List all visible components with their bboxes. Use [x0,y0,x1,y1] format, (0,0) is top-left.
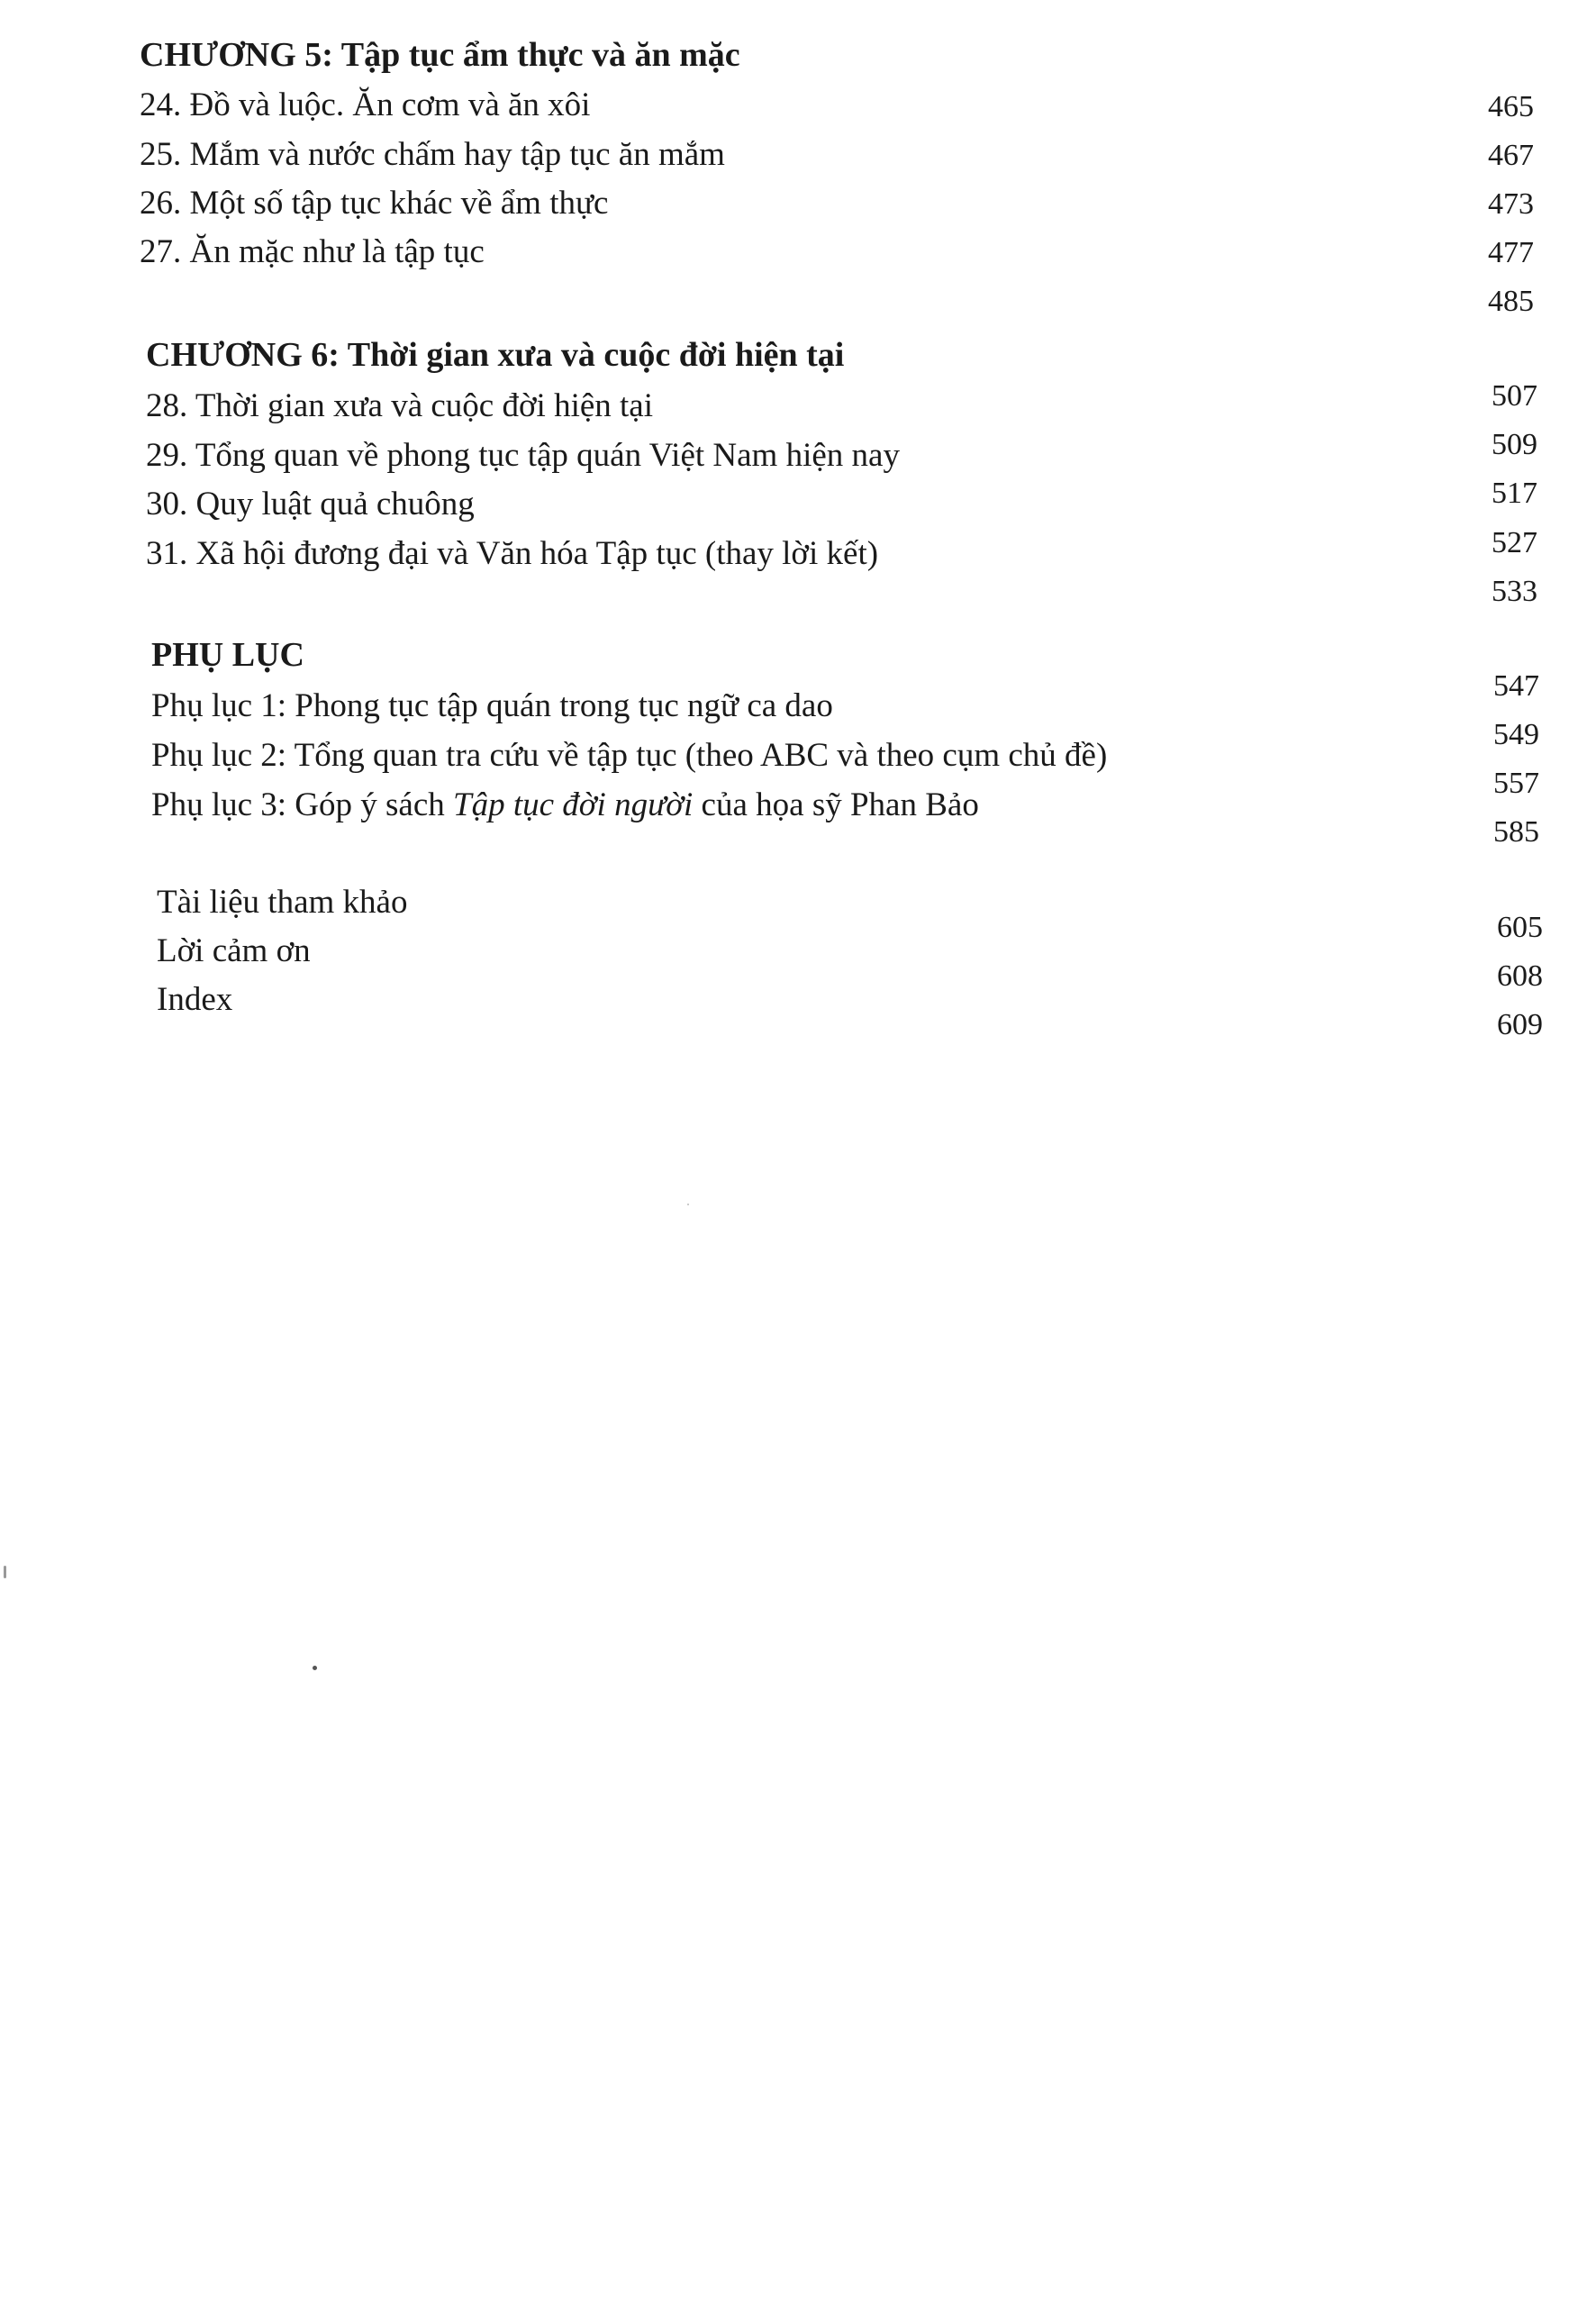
page-number: 609 [1497,1008,1543,1041]
toc-entry-24: 24. Đồ và luộc. Ăn cơm và ăn xôi [140,86,591,123]
chapter-5-heading: CHƯƠNG 5: Tập tục ẩm thực và ăn mặc [140,36,740,74]
appendix-entry-3-book-title: Tập tục đời người [453,786,694,823]
page-number: 465 [1488,90,1534,123]
page-number: 605 [1497,911,1543,944]
appendix-entry-3-suffix: của họa sỹ Phan Bảo [693,786,979,823]
scan-speck [313,1666,317,1670]
page-number: 527 [1492,526,1537,559]
chapter-6-heading: CHƯƠNG 6: Thời gian xưa và cuộc đời hiện tại [146,336,845,374]
backmatter-acknowledgements: Lời cảm ơn [157,932,311,969]
page-number: 509 [1492,428,1537,461]
page-number: 547 [1493,669,1539,703]
page-number: 533 [1492,575,1537,608]
toc-entry-31: 31. Xã hội đương đại và Văn hóa Tập tục (thay lời kết) [146,535,879,572]
appendix-entry-3-prefix: Phụ lục 3: Góp ý sách [151,786,454,823]
appendix-entry-3 [151,788,979,822]
page-number: 517 [1492,477,1537,510]
backmatter-references: Tài liệu tham khảo [157,884,408,921]
backmatter-index: Index [157,981,233,1018]
page-number: 507 [1492,379,1537,413]
appendix-entry-1: Phụ lục 1: Phong tục tập quán trong tục ngữ ca dao [151,687,833,724]
page-number: 467 [1488,139,1534,172]
page-number: 557 [1493,767,1539,800]
appendix-heading: PHỤ LỤC [151,636,304,674]
page-number: 608 [1497,959,1543,993]
scan-speck [687,1204,689,1205]
appendix-entry-2: Phụ lục 2: Tổng quan tra cứu về tập tục (theo ABC và theo cụm chủ đề) [151,737,1108,774]
page-number: 549 [1493,718,1539,751]
toc-entry-28: 28. Thời gian xưa và cuộc đời hiện tại [146,387,654,424]
scan-mark [4,1566,6,1578]
toc-entry-29: 29. Tổng quan về phong tục tập quán Việt Nam hiện nay [146,437,900,474]
page-number: 477 [1488,236,1534,269]
toc-entry-26: 26. Một số tập tục khác về ẩm thực [140,185,609,222]
page-number: 485 [1488,285,1534,318]
toc-entry-30: 30. Quy luật quả chuông [146,486,475,522]
page-number: 473 [1488,187,1534,221]
toc-entry-27: 27. Ăn mặc như là tập tục [140,233,485,270]
page-number: 585 [1493,815,1539,849]
toc-entry-25: 25. Mắm và nước chấm hay tập tục ăn mắm [140,136,725,173]
